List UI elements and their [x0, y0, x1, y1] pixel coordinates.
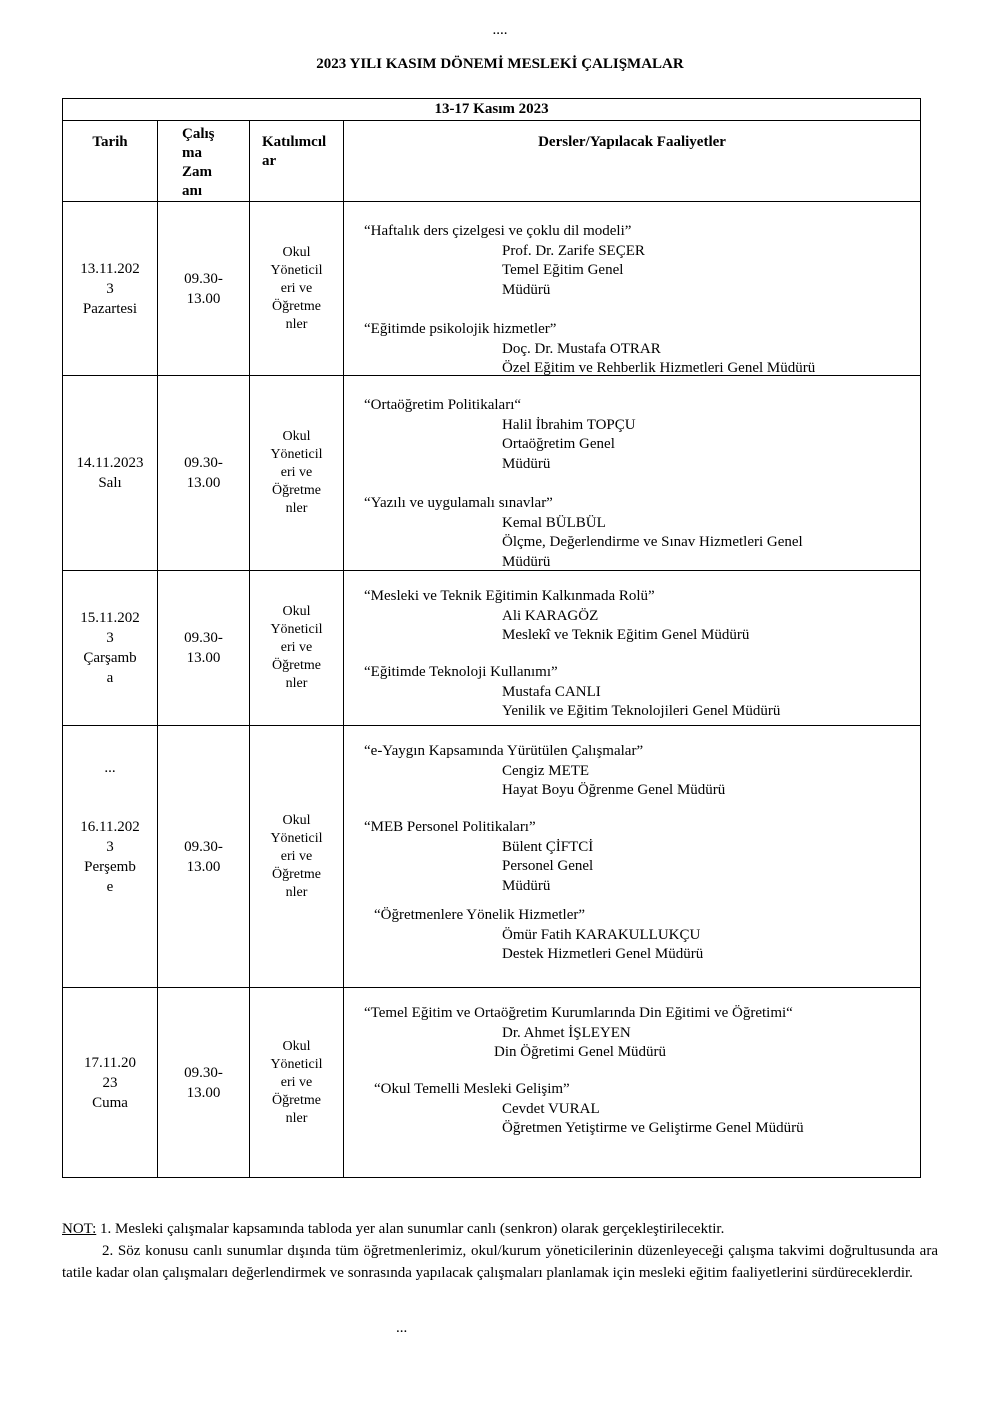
speaker-role: Ortaöğretim Genel — [502, 436, 615, 452]
week-header: 13-17 Kasım 2023 — [63, 99, 921, 121]
table-row — [63, 988, 921, 1178]
date-cell — [63, 988, 158, 1178]
activity-title: “Eğitimde psikolojik hizmetler” — [364, 321, 557, 337]
time-line: 09.30- — [184, 270, 223, 287]
note-item-1-text: 1. Mesleki çalışmalar kapsamında tabloda yer alan sunumlar canlı (senkron) olarak gerçekleştirilecektir. — [96, 1221, 725, 1237]
time-cell — [158, 988, 250, 1178]
speaker-role: Özel Eğitim ve Rehberlik Hizmetleri Genel Müdürü — [502, 360, 816, 376]
time-line: 13.00 — [186, 475, 221, 491]
speaker-role: Müdürü — [502, 455, 551, 472]
participants-line: Öğretme — [272, 866, 321, 882]
date-cell — [63, 202, 158, 376]
speaker-role: Müdürü — [502, 281, 551, 298]
participants-line: nler — [285, 884, 308, 900]
table-row — [63, 571, 921, 726]
activity-item — [344, 1080, 920, 1139]
activity-title: “Okul Temelli Mesleki Gelişim” — [374, 1081, 570, 1097]
participants-line: eri ve — [280, 465, 313, 480]
speaker-role: Personel Genel — [502, 858, 594, 874]
bottom-mark: ... — [396, 1320, 408, 1336]
schedule-rows — [63, 202, 921, 1178]
header-participants — [250, 121, 344, 202]
activities-cell — [344, 726, 921, 988]
activity-item — [344, 222, 920, 300]
header-participants-line: Katılımcıl — [262, 134, 327, 150]
note-item-2: 2. Söz konusu canlı sunumlar dışında tüm öğretmenlerimiz, okul/kurum yöneticilerinin düzenleyeceği çalışma takvimi doğrultusunda ara tatile kadar olan çalışmaları değerlendirmek ve sonrasında yapılacak çalışmaları planlamak için mesleki eğitim faaliyetlerini sürdüreceklerdir. — [62, 1243, 938, 1281]
time-cell — [158, 571, 250, 726]
date-line: e — [106, 878, 114, 895]
activity-title: “MEB Personel Politikaları” — [364, 819, 536, 835]
date-line: Cuma — [92, 1094, 128, 1111]
header-time — [158, 121, 250, 202]
participants-line: Yöneticil — [270, 447, 323, 462]
time-line: 13.00 — [186, 1084, 221, 1101]
participants-line: nler — [285, 676, 308, 691]
note-label: NOT: — [62, 1221, 97, 1237]
speaker-role: Meslekî ve Teknik Eğitim Genel Müdürü — [502, 627, 750, 643]
speaker-name: Kemal BÜLBÜL — [502, 514, 606, 531]
date-cell — [63, 726, 158, 988]
participants-cell — [250, 988, 344, 1178]
header-date — [63, 121, 158, 202]
speaker-name: Cevdet VURAL — [502, 1100, 600, 1117]
date-line: Çarşamb — [83, 650, 137, 666]
participants-line: nler — [285, 316, 308, 332]
participants-line: Okul — [282, 429, 311, 444]
speaker-name: Ömür Fatih KARAKULLUKÇU — [502, 926, 701, 943]
speaker-role: Hayat Boyu Öğrenme Genel Müdürü — [502, 782, 726, 798]
date-line: 3 — [106, 280, 114, 297]
time-line: 13.00 — [186, 290, 221, 307]
header-time-line: anı — [182, 183, 203, 199]
time-cell — [158, 202, 250, 376]
date-line: Pazartesi — [82, 300, 138, 317]
speaker-name: Cengiz METE — [502, 762, 590, 779]
date-cell — [63, 376, 158, 571]
header-date-line: Tarih — [92, 134, 128, 150]
participants-line: Yöneticil — [270, 830, 323, 846]
header-time-line: Çalış — [182, 126, 215, 142]
activities-cell — [344, 988, 921, 1178]
note-section — [62, 1218, 938, 1284]
participants-line: Öğretme — [272, 298, 321, 314]
table-row — [63, 376, 921, 571]
activity-title: “Eğitimde Teknoloji Kullanımı” — [364, 664, 558, 680]
speaker-name: Halil İbrahim TOPÇU — [502, 416, 636, 433]
date-line: 17.11.20 — [84, 1054, 136, 1071]
participants-line: eri ve — [280, 640, 313, 655]
participants-line: eri ve — [280, 280, 313, 296]
date-line: 14.11.2023 — [76, 455, 144, 471]
activity-item — [344, 906, 920, 965]
participants-line: nler — [285, 1110, 308, 1126]
activity-item — [344, 396, 920, 474]
activity-title: “e-Yaygın Kapsamında Yürütülen Çalışmalar” — [364, 743, 644, 759]
speaker-role: Öğretmen Yetiştirme ve Geliştirme Genel Müdürü — [502, 1120, 804, 1136]
participants-cell — [250, 376, 344, 571]
participants-line: eri ve — [280, 1074, 313, 1090]
activity-item — [344, 1004, 920, 1063]
activities-cell — [344, 376, 921, 571]
participants-line: Okul — [282, 812, 311, 828]
speaker-role: Din Öğretimi Genel Müdürü — [494, 1044, 667, 1060]
speaker-role: Yenilik ve Eğitim Teknolojileri Genel Müdürü — [502, 703, 781, 719]
participants-line: Öğretme — [272, 658, 321, 673]
time-cell — [158, 726, 250, 988]
speaker-name: Mustafa CANLI — [502, 683, 601, 700]
date-line: Salı — [98, 475, 122, 491]
participants-cell — [250, 571, 344, 726]
speaker-role: Müdürü — [502, 553, 551, 570]
date-line: Perşemb — [84, 858, 136, 875]
participants-cell — [250, 202, 344, 376]
speaker-name: Prof. Dr. Zarife SEÇER — [502, 242, 645, 259]
schedule-table — [62, 98, 921, 1178]
document-title: 2023 YILI KASIM DÖNEMİ MESLEKİ ÇALIŞMALAR — [316, 56, 684, 72]
header-activities-line: Dersler/Yapılacak Faaliyetler — [538, 134, 726, 150]
participants-cell — [250, 726, 344, 988]
activity-title: “Öğretmenlere Yönelik Hizmetler” — [374, 907, 586, 923]
activities-cell — [344, 202, 921, 376]
activity-title: “Temel Eğitim ve Ortaöğretim Kurumlarında Din Eğitimi ve Öğretimi“ — [364, 1005, 793, 1021]
activity-title: “Ortaöğretim Politikaları“ — [364, 397, 522, 413]
activity-title: “Haftalık ders çizelgesi ve çoklu dil modeli” — [364, 223, 632, 239]
table-row — [63, 202, 921, 376]
speaker-name: Bülent ÇİFTCİ — [502, 838, 594, 855]
date-line: a — [106, 670, 114, 686]
speaker-role: Temel Eğitim Genel — [502, 262, 624, 278]
date-line: 13.11.202 — [80, 260, 140, 277]
date-mark: ... — [104, 760, 116, 776]
table-row — [63, 726, 921, 988]
time-cell — [158, 376, 250, 571]
activity-item — [344, 742, 920, 801]
participants-line: Okul — [282, 1038, 311, 1054]
time-line: 09.30- — [184, 630, 223, 646]
date-line: 16.11.202 — [80, 818, 140, 835]
header-time-line: Zam — [182, 164, 212, 180]
date-line: 3 — [106, 630, 114, 646]
header-activities — [344, 121, 921, 202]
participants-line: Yöneticil — [270, 1056, 323, 1072]
header-participants-line: ar — [262, 153, 277, 169]
header-time-line: ma — [182, 145, 202, 161]
activity-title: “Mesleki ve Teknik Eğitimin Kalkınmada Rolü” — [364, 588, 655, 604]
date-line: 23 — [102, 1074, 118, 1091]
date-line: 15.11.202 — [80, 610, 140, 626]
date-line: 3 — [106, 838, 114, 855]
participants-line: Yöneticil — [270, 622, 323, 637]
note-item-1 — [62, 1218, 938, 1240]
participants-line: Öğretme — [272, 483, 321, 498]
date-cell — [63, 571, 158, 726]
activities-cell — [344, 571, 921, 726]
activity-item — [344, 663, 920, 722]
top-mark: .... — [492, 22, 508, 38]
speaker-role: Müdürü — [502, 877, 551, 894]
time-line: 13.00 — [186, 858, 221, 875]
activity-item — [344, 320, 920, 379]
participants-line: Okul — [282, 604, 311, 619]
speaker-name: Dr. Ahmet İŞLEYEN — [502, 1024, 631, 1041]
time-line: 09.30- — [184, 1064, 223, 1081]
speaker-role: Ölçme, Değerlendirme ve Sınav Hizmetleri Genel — [502, 534, 803, 550]
time-line: 09.30- — [184, 838, 223, 855]
speaker-name: Doç. Dr. Mustafa OTRAR — [502, 340, 661, 357]
speaker-name: Ali KARAGÖZ — [502, 607, 599, 624]
speaker-role: Destek Hizmetleri Genel Müdürü — [502, 946, 704, 962]
participants-line: eri ve — [280, 848, 313, 864]
activity-item — [344, 818, 920, 896]
participants-line: Okul — [282, 244, 311, 260]
time-line: 09.30- — [184, 455, 223, 471]
participants-line: Öğretme — [272, 1092, 321, 1108]
time-line: 13.00 — [186, 650, 221, 666]
participants-line: Yöneticil — [270, 262, 323, 278]
activity-item — [344, 587, 920, 646]
activity-item — [344, 494, 920, 572]
participants-line: nler — [285, 501, 308, 516]
activity-title: “Yazılı ve uygulamalı sınavlar” — [364, 495, 553, 511]
